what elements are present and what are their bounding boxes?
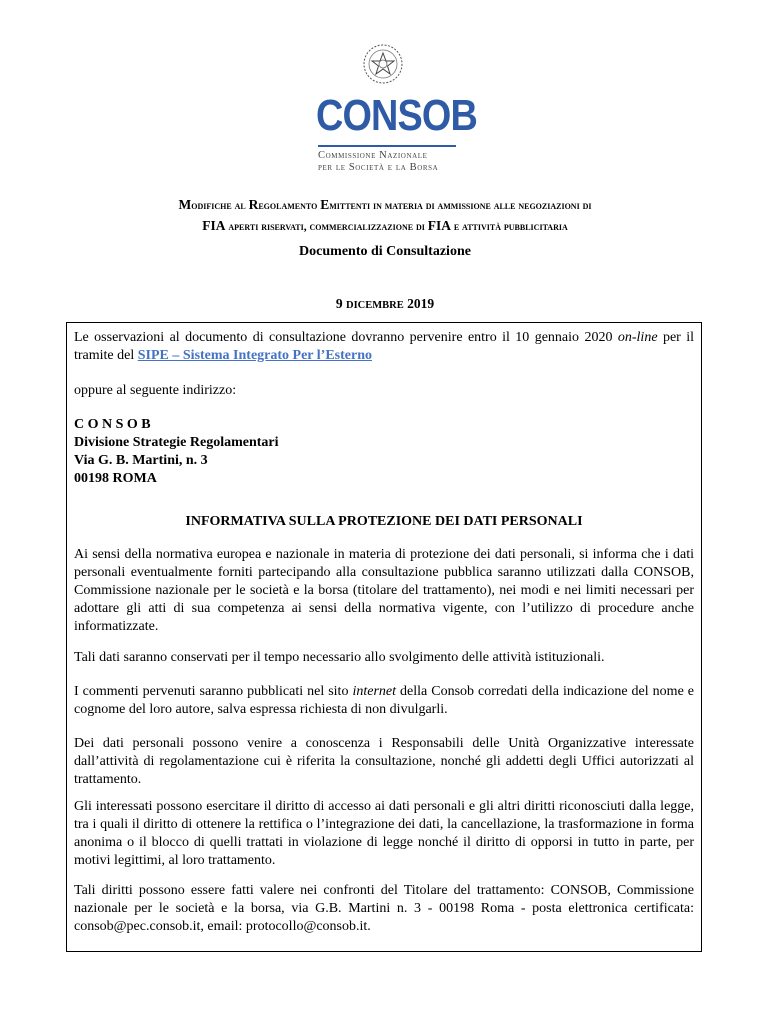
logo-subtitle-line2: per le Società e la Borsa [318,162,439,173]
logo-rule [318,145,456,147]
address-block [74,416,694,488]
address-line: Divisione Strategie Regolamentari [74,435,279,450]
sipe-link[interactable]: SIPE – Sistema Integrato Per l’Esterno [137,348,372,363]
logo-wordmark: CONSOB [316,91,477,140]
italian-republic-emblem [361,42,405,86]
document-subtitle: Documento di Consultazione [299,244,471,259]
privacy-paragraph-6: Tali diritti possono essere fatti valere nei confronti del Titolare del trattamento: CONSOB, Commissione nazionale per le società e la borsa, via G.B. Martini n. 3 - 00198 Roma - posta elettronica certificata: consob@pec.consob.it, email: protocollo@consob.it. [74,883,694,934]
privacy-paragraph-2: Tali dati saranno conservati per il tempo necessario allo svolgimento delle attività istituzionali. [74,650,605,665]
privacy-paragraph-5: Gli interessati possono esercitare il diritto di accesso ai dati personali e gli altri diritti riconosciuti dalla legge, tra i quali il diritto di ottenere la rettifica o l’integrazione dei dati, la cancellazione, la trasformazione in forma anonima o il blocco di quelli trattati in violazione di legge nonché il diritto di opporsi in tutto in parte, per motivi legittimi, al loro trattamento. [74,799,694,868]
address-line: C O N S O B [74,417,151,432]
privacy-paragraph-3: I commenti pervenuti saranno pubblicati nel sito internet della Consob corredati della indicazione del nome e cognome del loro autore, salva espressa richiesta di non divulgarli. [74,684,695,717]
title-line2: FIA aperti riservati, commercializzazione di FIA e attività pubblicitaria [202,218,568,233]
address-intro: oppure al seguente indirizzo: [74,383,237,398]
document-title [60,195,710,237]
address-line: 00198 ROMA [74,471,157,486]
title-line1: Modifiche al Regolamento Emittenti in materia di ammissione alle negoziazioni di [178,197,592,212]
privacy-paragraph-1: Ai sensi della normativa europea e nazionale in materia di protezione dei dati personali, si informa che i dati personali eventualmente forniti partecipando alla consultazione pubblica saranno utilizzati dalla CONSOB, Commissione nazionale per le società e la borsa (titolare del trattamento), nei modi e nei limiti necessari per adottare gli atti di sua competenza ai sensi della normativa vigente, con l’utilizzo di procedure anche informatizzate. [74,547,694,634]
privacy-heading: INFORMATIVA SULLA PROTEZIONE DEI DATI PERSONALI [185,514,583,529]
intro-paragraph: Le osservazioni al documento di consultazione dovranno pervenire entro il 10 gennaio 2020 on-line per il tramite del SIPE – Sistema Integrato Per l’Esterno [74,330,695,363]
privacy-paragraph-4: Dei dati personali possono venire a conoscenza i Responsabili delle Unità Organizzative interessate dall’attività di regolamentazione cui è riferita la consultazione, nonché gli addetti degli Uffici autorizzati al trattamento. [74,736,694,787]
document-date: 9 DICEMBRE 2019 [335,296,435,311]
consob-logo [316,91,477,173]
address-line: Via G. B. Martini, n. 3 [74,453,208,468]
logo-subtitle-line1: Commissione Nazionale [318,150,428,161]
logo-subtitle [318,150,468,174]
